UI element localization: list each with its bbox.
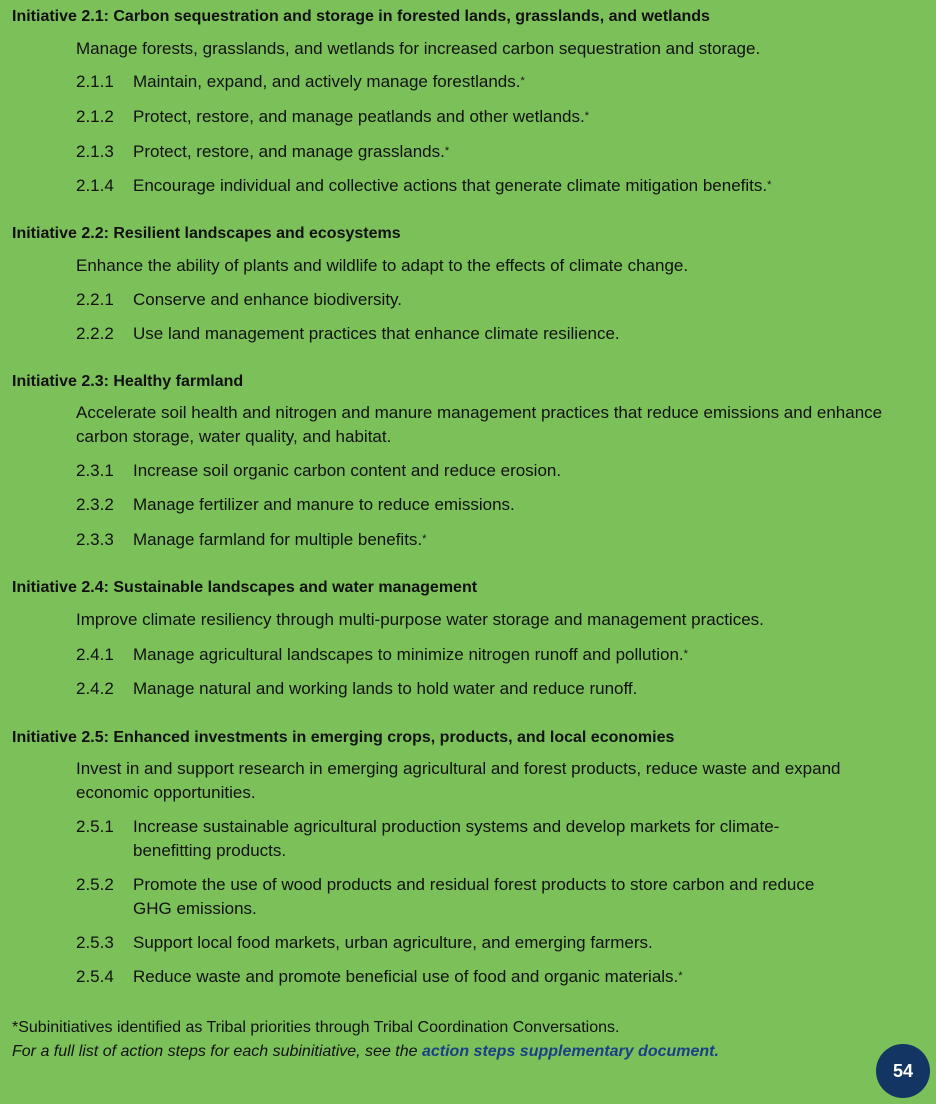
initiative-title: Initiative 2.2: Resilient landscapes and ecosystems — [12, 225, 401, 242]
initiative-description: Enhance the ability of plants and wildlife to adapt to the effects of climate change. — [76, 256, 689, 275]
action-steps-footnote — [12, 1040, 719, 1064]
subinitiative-text: Increase sustainable agricultural production systems and develop markets for climate-benefitting products. — [133, 817, 780, 860]
initiative-description: Manage forests, grasslands, and wetlands for increased carbon sequestration and storage. — [76, 39, 761, 58]
subinitiative-item — [76, 493, 856, 517]
subinitiative-item — [76, 105, 856, 129]
subinitiative-text: Reduce waste and promote beneficial use of food and organic materials. — [133, 967, 679, 986]
subinitiative-text: Manage farmland for multiple benefits. — [133, 530, 423, 549]
subinitiative-text: Manage natural and working lands to hold water and reduce runoff. — [133, 679, 638, 698]
subinitiative-number: 2.1.2 — [76, 107, 114, 126]
subinitiative-item — [76, 288, 856, 312]
subinitiative-item — [76, 931, 856, 955]
subinitiative-item — [76, 140, 856, 164]
subinitiative-item — [76, 174, 856, 198]
tribal-priority-star: * — [422, 533, 427, 545]
subinitiative-text: Support local food markets, urban agriculture, and emerging farmers. — [133, 933, 653, 952]
tribal-priority-star: * — [520, 75, 525, 87]
subinitiative-number: 2.2.1 — [76, 290, 114, 309]
initiative-description: Invest in and support research in emerging agricultural and forest products, reduce waste and expand economic opportunities. — [76, 759, 841, 802]
tribal-priority-star: * — [444, 145, 450, 157]
subinitiative-item — [76, 70, 856, 94]
subinitiative-number: 2.5.3 — [76, 933, 114, 952]
subinitiative-item — [76, 677, 856, 701]
subinitiative-text: Promote the use of wood products and residual forest products to store carbon and reduce GHG emissions. — [133, 875, 815, 918]
initiative-title: Initiative 2.1: Carbon sequestration and storage in forested lands, grasslands, and wetlands — [12, 8, 710, 25]
initiative-title: Initiative 2.3: Healthy farmland — [12, 373, 244, 390]
subinitiative-number: 2.3.1 — [76, 461, 114, 480]
tribal-priority-star: * — [767, 179, 772, 191]
subinitiative-item — [76, 815, 856, 863]
initiative-description: Accelerate soil health and nitrogen and manure management practices that reduce emissions and enhance carbon storage, water quality, and habitat. — [76, 403, 883, 446]
subinitiative-number: 2.1.3 — [76, 142, 114, 161]
subinitiative-text: Manage fertilizer and manure to reduce emissions. — [133, 495, 515, 514]
subinitiative-item — [76, 965, 856, 989]
page-number-badge: 54 — [876, 1044, 930, 1098]
subinitiative-number: 2.1.1 — [76, 72, 114, 91]
tribal-priority-star: * — [584, 110, 590, 122]
action-steps-prefix: For a full list of action steps for each subinitiative, see the — [12, 1043, 422, 1060]
subinitiative-item — [76, 528, 856, 552]
subinitiative-item — [76, 459, 856, 483]
subinitiative-text: Maintain, expand, and actively manage forestlands. — [133, 72, 521, 91]
subinitiative-number: 2.3.3 — [76, 530, 114, 549]
subinitiative-text: Encourage individual and collective actions that generate climate mitigation benefits. — [133, 176, 768, 195]
subinitiative-text: Protect, restore, and manage grasslands. — [133, 142, 445, 161]
initiative-title: Initiative 2.5: Enhanced investments in emerging crops, products, and local economies — [12, 729, 675, 746]
initiative-title: Initiative 2.4: Sustainable landscapes and water management — [12, 579, 478, 596]
initiative-description: Improve climate resiliency through multi-purpose water storage and management practices. — [76, 610, 764, 629]
subinitiative-text: Conserve and enhance biodiversity. — [133, 290, 403, 309]
subinitiative-item — [76, 322, 856, 346]
subinitiative-item — [76, 873, 856, 921]
subinitiative-text: Use land management practices that enhance climate resilience. — [133, 324, 620, 343]
action-steps-link[interactable]: action steps supplementary document. — [421, 1043, 719, 1060]
subinitiative-number: 2.1.4 — [76, 176, 114, 195]
subinitiative-text: Manage agricultural landscapes to minimize nitrogen runoff and pollution. — [133, 645, 684, 664]
subinitiative-number: 2.3.2 — [76, 495, 114, 514]
subinitiative-item — [76, 643, 856, 667]
subinitiative-number: 2.5.1 — [76, 817, 114, 836]
tribal-priority-footnote: *Subinitiatives identified as Tribal priorities through Tribal Coordination Conversations. — [12, 1019, 620, 1036]
subinitiative-number: 2.5.2 — [76, 875, 114, 894]
subinitiative-number: 2.4.2 — [76, 679, 114, 698]
tribal-priority-star: * — [678, 970, 683, 982]
subinitiative-number: 2.5.4 — [76, 967, 114, 986]
tribal-priority-star: * — [683, 648, 688, 660]
subinitiative-number: 2.4.1 — [76, 645, 114, 664]
subinitiative-text: Increase soil organic carbon content and reduce erosion. — [133, 461, 562, 480]
subinitiative-text: Protect, restore, and manage peatlands and other wetlands. — [133, 107, 585, 126]
subinitiative-number: 2.2.2 — [76, 324, 114, 343]
